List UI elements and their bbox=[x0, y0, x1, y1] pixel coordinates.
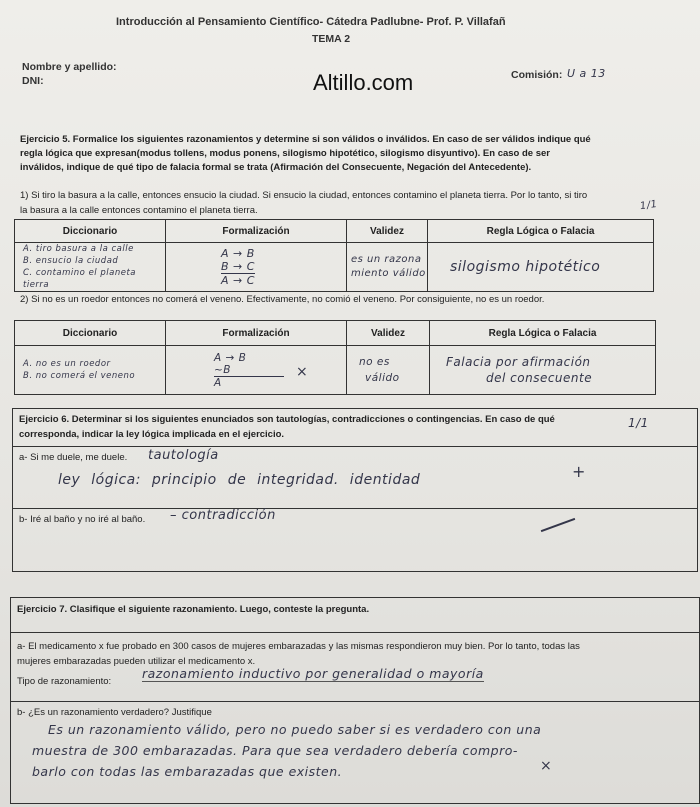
t2-form-3: A bbox=[214, 376, 222, 389]
t2-header-regla: Regla Lógica o Falacia bbox=[430, 321, 656, 346]
t2-dic-b: B. no comerá el veneno bbox=[23, 371, 136, 381]
t1-header-diccionario: Diccionario bbox=[15, 220, 166, 243]
ej5-q1-line2: la basura a la calle entonces contamino el planeta tierra. bbox=[20, 205, 258, 216]
ej6-instructions-1: Ejercicio 6. Determinar si los siguientes enunciados son tautologías, contradicciones o contingencias. En caso de qué bbox=[19, 414, 555, 425]
ej6-a-mark: + bbox=[572, 462, 586, 481]
t2-form-mark: × bbox=[296, 364, 309, 380]
t1-form-1: A → B bbox=[221, 247, 255, 260]
watermark-text: Altillo.com bbox=[313, 70, 414, 95]
t2-form-cell bbox=[166, 346, 347, 395]
t1-form-3: A → C bbox=[221, 274, 255, 287]
t1-val-1: es un razona bbox=[351, 254, 422, 265]
t2-regla-2: del consecuente bbox=[486, 371, 593, 385]
t1-dic-c: C. contamino el planeta tierra bbox=[23, 268, 136, 290]
ej6-b-answer: – contradicción bbox=[170, 508, 276, 523]
t1-form-2: B → C bbox=[221, 260, 255, 273]
t2-dic-a: A. no es un roedor bbox=[23, 359, 111, 369]
ej7-b-mark: × bbox=[540, 758, 553, 774]
t2-form-2: ~B bbox=[214, 364, 284, 377]
ej7-b-answer-3: barlo con todas las embarazadas que existen. bbox=[32, 764, 343, 779]
ej7-b-answer-1: Es un razonamiento válido, pero no puedo saber si es verdadero con una bbox=[48, 722, 542, 737]
ej6-b-label: b- Iré al baño y no iré al baño. bbox=[19, 514, 146, 525]
t1-header-regla: Regla Lógica o Falacia bbox=[428, 220, 654, 243]
t2-header-diccionario: Diccionario bbox=[15, 321, 166, 346]
comision-value: U a 13 bbox=[567, 67, 606, 80]
t2-regla-cell bbox=[430, 346, 656, 395]
exam-title: Introducción al Pensamiento Científico- Cátedra Padlubne- Prof. P. Villafañ bbox=[116, 16, 506, 28]
ej7-a-line2: mujeres embarazadas pueden utilizar el medicamento x. bbox=[17, 656, 256, 667]
ej7-divider-1 bbox=[10, 632, 700, 633]
t1-dic-a: A. tiro basura a la calle bbox=[23, 244, 134, 254]
ej6-a-law: ley lógica: principio de integridad. identidad bbox=[58, 472, 421, 488]
t2-val-2: válido bbox=[365, 372, 400, 384]
ej5-instructions-1: Ejercicio 5. Formalice los siguientes razonamientos y determine si son válidos o inválidos. En caso de ser válidos indique qué bbox=[20, 134, 591, 145]
ej7-tipo-label: Tipo de razonamiento: bbox=[17, 676, 112, 687]
t2-regla-1: Falacia por afirmación bbox=[446, 355, 591, 369]
t1-val-cell bbox=[347, 243, 428, 292]
ej6-a-answer: tautología bbox=[148, 448, 219, 463]
ej5-q2: 2) Si no es un roedor entonces no comerá el veneno. Efectivamente, no comió el veneno. Por consiguiente, no es un roedor. bbox=[20, 294, 545, 305]
ej5-table-2 bbox=[14, 320, 656, 395]
t2-val-1: no es bbox=[359, 356, 390, 368]
ej7-a-line1: a- El medicamento x fue probado en 300 casos de mujeres embarazadas y las mismas respondieron muy bien. Por lo tanto, todas las bbox=[17, 641, 580, 652]
ej6-a-label: a- Si me duele, me duele. bbox=[19, 452, 128, 463]
t1-regla-cell bbox=[428, 243, 654, 292]
ej7-tipo-answer: razonamiento inductivo por generalidad o mayoría bbox=[142, 666, 484, 681]
ej7-instructions: Ejercicio 7. Clasifique el siguiente razonamiento. Luego, conteste la pregunta. bbox=[17, 604, 370, 615]
t1-dic-cell bbox=[15, 243, 166, 292]
t2-val-cell bbox=[347, 346, 430, 395]
ej6-instructions-2: corresponda, indicar la ley lógica implicada en el ejercicio. bbox=[19, 429, 285, 440]
t1-header-validez: Validez bbox=[347, 220, 428, 243]
comision-label: Comisión: bbox=[511, 69, 563, 81]
t1-header-formalizacion: Formalización bbox=[166, 220, 347, 243]
name-label: Nombre y apellido: bbox=[22, 61, 117, 73]
t2-header-formalizacion: Formalización bbox=[166, 321, 347, 346]
t2-form-1: A → B bbox=[214, 351, 247, 364]
dni-label: DNI: bbox=[22, 75, 44, 87]
ej6-score: 1/1 bbox=[628, 416, 649, 430]
ej5-q1-line1: 1) Si tiro la basura a la calle, entonces ensucio la ciudad. Si ensucio la ciudad, entonces contamino el planeta tierra. Por lo tanto, si tiro bbox=[20, 190, 588, 201]
t1-dic-b: B. ensucio la ciudad bbox=[23, 256, 119, 266]
t1-val-2: miento válido bbox=[351, 268, 426, 279]
exam-subtitle: TEMA 2 bbox=[312, 33, 351, 45]
ej7-b-label: b- ¿Es un razonamiento verdadero? Justifique bbox=[17, 707, 212, 718]
t2-header-validez: Validez bbox=[347, 321, 430, 346]
ej6-divider-2 bbox=[12, 508, 698, 509]
ej5-instructions-2: regla lógica que expresan(modus tollens, modus ponens, silogismo hipotético, silogismo disyuntivo). En caso de ser bbox=[20, 148, 550, 159]
ej5-q1-score: 1/1 bbox=[639, 198, 659, 213]
ej5-instructions-3: inválidos, indique de qué tipo de falacia formal se trata (Afirmación del Consecuente, Negación del Antecedente). bbox=[20, 162, 532, 173]
ej7-divider-2 bbox=[10, 701, 700, 702]
t1-regla-answer: silogismo hipotético bbox=[450, 259, 601, 275]
t2-dic-cell bbox=[15, 346, 166, 395]
ej5-table-1 bbox=[14, 219, 654, 292]
ej7-b-answer-2: muestra de 300 embarazadas. Para que sea verdadero debería compro- bbox=[32, 743, 518, 758]
ej6-divider-1 bbox=[12, 446, 698, 447]
t1-form-cell bbox=[166, 243, 347, 292]
